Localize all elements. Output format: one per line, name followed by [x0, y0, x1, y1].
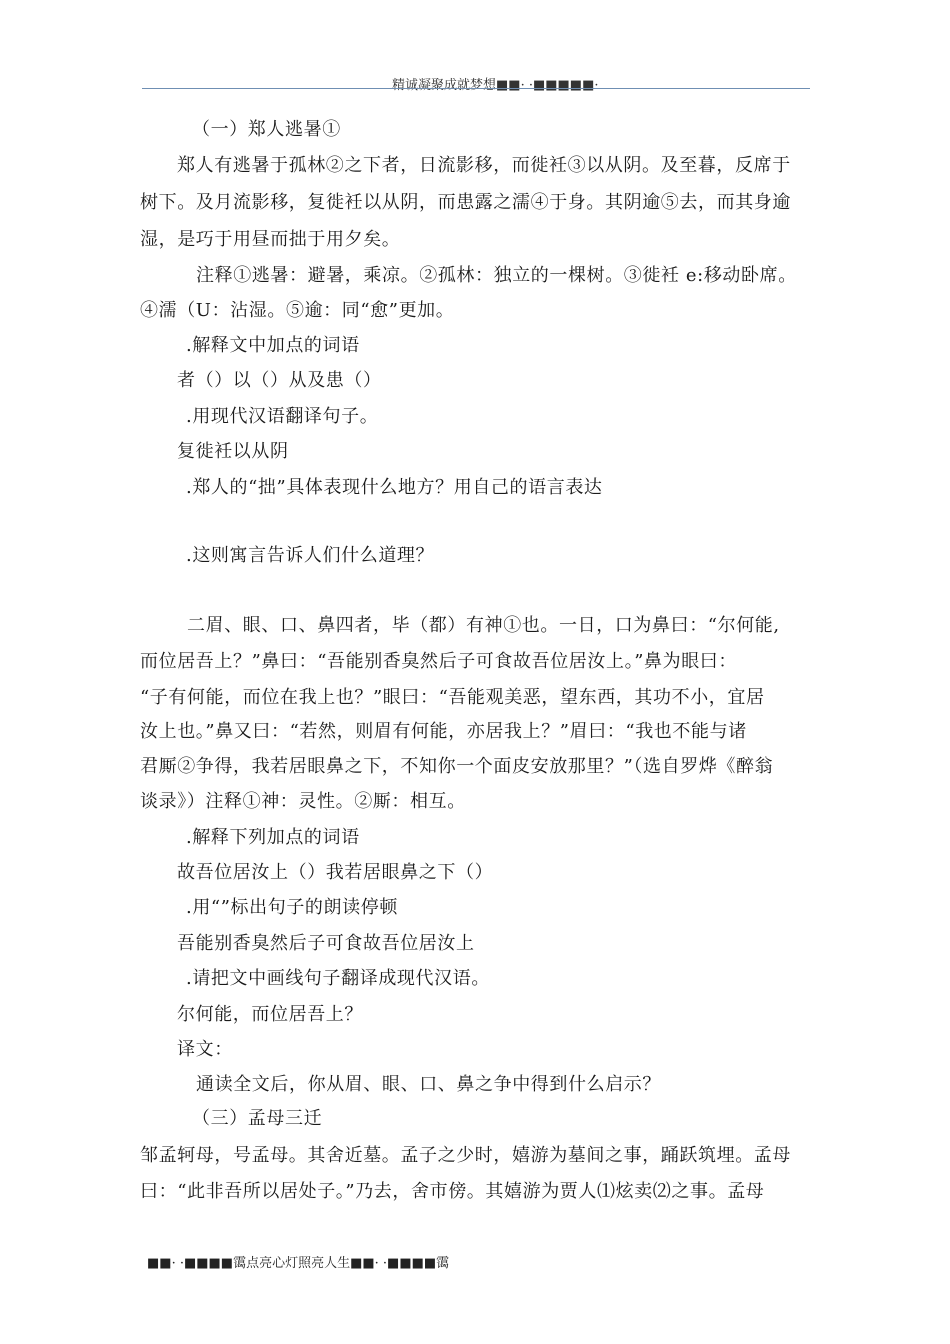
text-line: 注释①逃暑：避暑，乘凉。②孤林：独立的一棵树。③徙衽 e:移动卧席。	[196, 265, 797, 286]
text-line: 曰：“此非吾所以居处子。”乃去，舍市傍。其嬉游为贾人⑴炫卖⑵之事。孟母	[140, 1181, 765, 1202]
text-line: 君厮②争得，我若居眼鼻之下，不知你一个面皮安放那里？”（选自罗烨《醉翁	[140, 756, 774, 777]
page-footer: ■■· ·■■■■霭点亮心灯照亮人生■■· ·■■■■霭	[147, 1256, 450, 1271]
question: .郑人的“拙”具体表现什么地方？用自己的语言表达	[186, 477, 603, 498]
question: .这则寓言告诉人们什么道理？	[186, 545, 435, 566]
question: .用现代汉语翻译句子。	[186, 406, 379, 427]
text-line: 故吾位居汝上（）我若居眼鼻之下（）	[177, 862, 494, 883]
text-line: ④濡（U：沾湿。⑤逾：同“愈”更加。	[140, 300, 455, 321]
question: .解释下列加点的词语	[186, 827, 360, 848]
text-line: “子有何能，而位在我上也？”眼曰：“吾能观美恶，望东西，其功不小，宜居	[140, 687, 765, 708]
question: .解释文中加点的词语	[186, 335, 360, 356]
section-title-3: （三）孟母三迁	[192, 1108, 323, 1129]
header-divider	[142, 88, 810, 89]
text-line: 而位居吾上？”鼻曰：“吾能别香臭然后子可食故吾位居汝上。”鼻为眼曰：	[140, 651, 738, 672]
text-line: 吾能别香臭然后子可食故吾位居汝上	[177, 933, 475, 954]
text-line: 邹孟轲母，号孟母。其舍近墓。孟子之少时，嬉游为墓间之事，踊跃筑埋。孟母	[140, 1145, 791, 1166]
question: 通读全文后，你从眉、眼、口、鼻之争中得到什么启示？	[196, 1074, 661, 1095]
text-line: 复徙衽以从阴	[177, 441, 289, 462]
text-line: 树下。及月流影移，复徙衽以从阴，而患露之濡④于身。其阴逾⑤去，而其身逾	[140, 192, 791, 213]
text-line: 译文：	[177, 1039, 233, 1060]
text-line: 者（）以（）从及患（）	[177, 370, 382, 391]
section-title-1: （一）郑人逃暑①	[192, 119, 341, 140]
text-line: 汝上也。”鼻又曰：“若然，则眉有何能，亦居我上？”眉曰：“我也不能与诸	[140, 721, 747, 742]
text-line: 郑人有逃暑于孤林②之下者，日流影移，而徙衽③以从阴。及至暮，反席于	[177, 155, 791, 176]
question: .用“”标出句子的朗读停顿	[186, 897, 398, 918]
text-line: 湿，是巧于用昼而拙于用夕矣。	[140, 229, 401, 250]
text-line: 二眉、眼、口、鼻四者，毕（都）有神①也。一日，口为鼻曰：“尔何能,	[187, 615, 780, 636]
question: .请把文中画线句子翻译成现代汉语。	[186, 968, 490, 989]
text-line: 尔何能，而位居吾上？	[177, 1004, 363, 1025]
text-line: 谈录》）注释①神：灵性。②厮：相互。	[140, 791, 466, 812]
header-text: 精诚凝聚成就梦想■■· ·■■■■■·	[392, 78, 599, 93]
